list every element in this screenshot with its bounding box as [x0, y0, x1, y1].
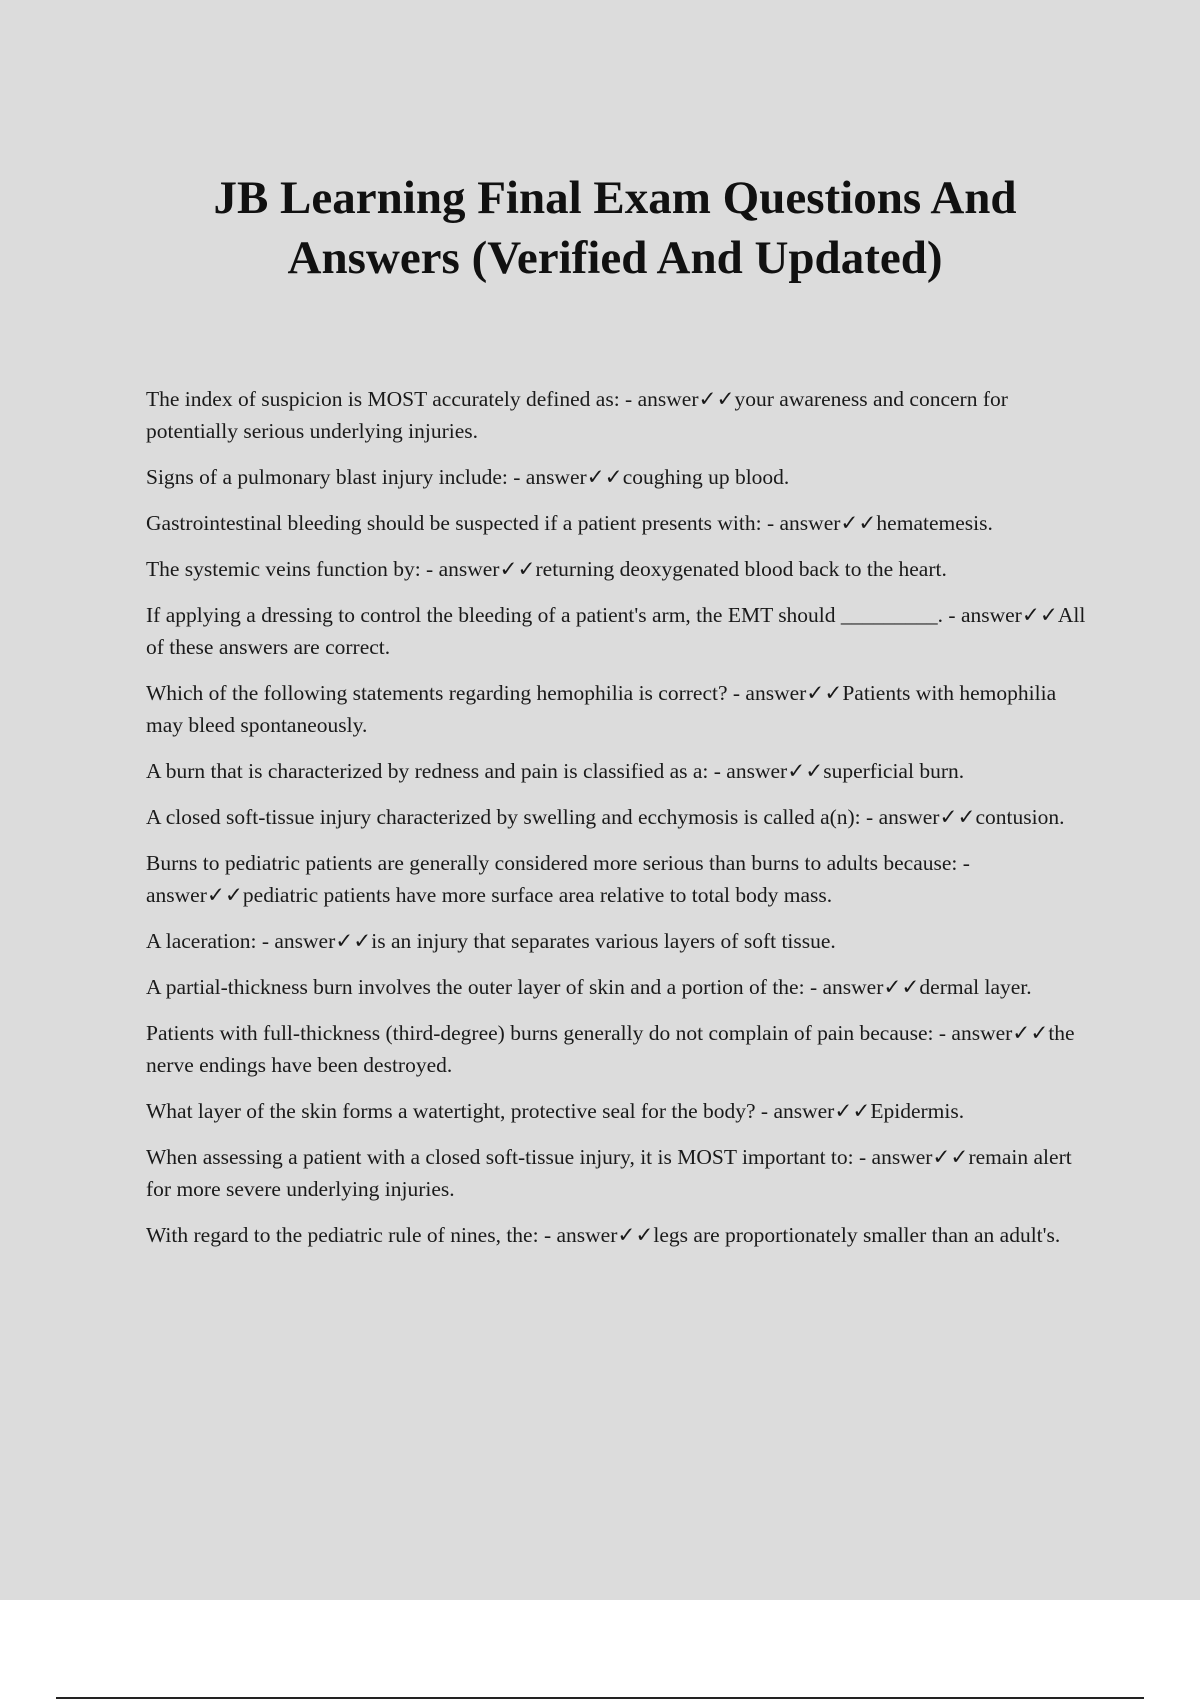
footer-divider: [56, 1697, 1144, 1699]
qa-item: A closed soft-tissue injury characterized by swelling and ecchymosis is called a(n): - answer✓✓contusion.: [146, 805, 1065, 829]
qa-list: [146, 383, 1086, 1265]
qa-item: Signs of a pulmonary blast injury include: - answer✓✓coughing up blood.: [146, 465, 790, 489]
qa-item: A partial-thickness burn involves the outer layer of skin and a portion of the: - answer✓✓dermal layer.: [146, 975, 1032, 999]
qa-item: Patients with full-thickness (third-degree) burns generally do not complain of pain because: - answer✓✓the nerve endings have been destroyed.: [146, 1021, 1075, 1077]
qa-item: Gastrointestinal bleeding should be suspected if a patient presents with: - answer✓✓hematemesis.: [146, 511, 993, 535]
qa-item: The index of suspicion is MOST accurately defined as: - answer✓✓your awareness and concern for potentially serious underlying injuries.: [146, 387, 1008, 443]
qa-item: The systemic veins function by: - answer✓✓returning deoxygenated blood back to the heart.: [146, 557, 947, 581]
qa-item: If applying a dressing to control the bleeding of a patient's arm, the EMT should _________. - answer✓✓All of these answers are correct.: [146, 603, 1086, 659]
qa-item: A burn that is characterized by redness and pain is classified as a: - answer✓✓superficial burn.: [146, 759, 965, 783]
document-title: JB Learning Final Exam Questions And Answers (Verified And Updated): [213, 172, 1017, 284]
qa-item: Which of the following statements regarding hemophilia is correct? - answer✓✓Patients with hemophilia may bleed spontaneously.: [146, 681, 1057, 737]
qa-item: A laceration: - answer✓✓is an injury that separates various layers of soft tissue.: [146, 929, 836, 953]
qa-item: When assessing a patient with a closed soft-tissue injury, it is MOST important to: - answer✓✓remain alert for more severe underlying injuries.: [146, 1145, 1072, 1201]
qa-item: With regard to the pediatric rule of nines, the: - answer✓✓legs are proportionately smaller than an adult's.: [146, 1223, 1061, 1247]
qa-item: What layer of the skin forms a watertight, protective seal for the body? - answer✓✓Epidermis.: [146, 1099, 965, 1123]
qa-item: Burns to pediatric patients are generally considered more serious than burns to adults because: - answer✓✓pediatric patients have more surface area relative to total body mass.: [146, 851, 970, 907]
